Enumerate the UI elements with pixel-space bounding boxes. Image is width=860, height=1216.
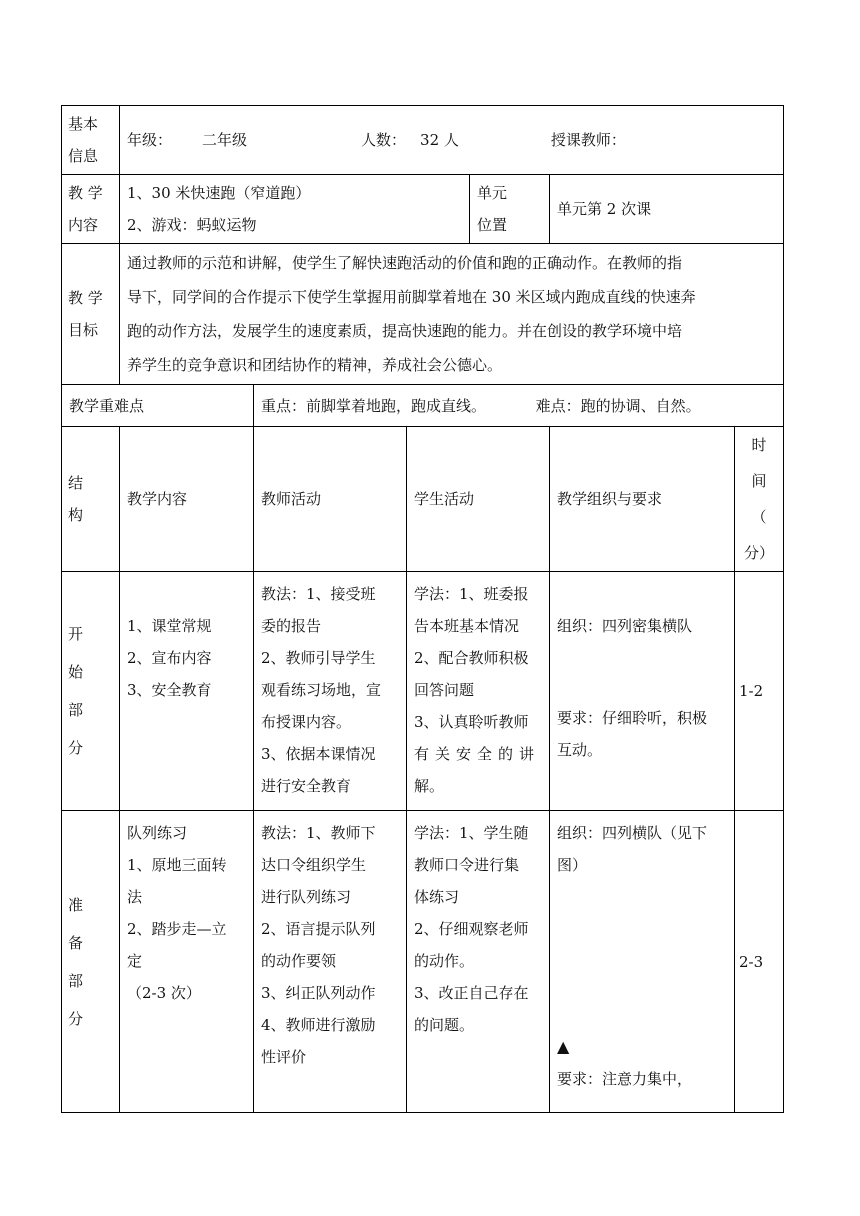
difficulty-label: 教学重难点: [62, 385, 254, 427]
teaching-content-items: 1、30 米快速跑（窄道跑） 2、游戏：蚂蚁运物: [120, 175, 470, 244]
structure-header-row: [62, 427, 784, 572]
section-row-prepare: [62, 811, 784, 1113]
section-content: 1、课堂常规 2、宣布内容 3、安全教育: [120, 572, 254, 811]
section-student-activity: 学法：1、班委报 告本班基本情况 2、配合教师积极 回答问题 3、认真聆听教师 有关安全的讲 解。: [407, 572, 550, 811]
lesson-plan-table: [61, 105, 784, 1113]
key-point: 重点：前脚掌着地跑，跑成直线。: [261, 396, 487, 415]
unit-position-label: 单元 位置: [470, 175, 550, 244]
grade-value: 二年级: [202, 131, 248, 149]
hard-point: 难点：跑的协调、自然。: [535, 396, 701, 415]
header-structure: 结 构: [62, 427, 120, 572]
teaching-goal-label: 教 学 目标: [62, 244, 120, 385]
teaching-content-label: 教 学 内容: [62, 175, 120, 244]
difficulty-cell: [254, 385, 784, 427]
basic-info-label: 基本 信息: [62, 106, 120, 175]
grade-label: 年级：: [127, 131, 173, 149]
section-structure: 准 备 部 分: [62, 811, 120, 1113]
header-time: 时 间 （ 分）: [735, 427, 784, 572]
count-label: 人数：: [361, 131, 407, 149]
basic-info-cell: [120, 106, 784, 175]
header-student-activity: 学生活动: [407, 427, 550, 572]
teaching-goal-row: [62, 244, 784, 385]
unit-position-value: 单元第 2 次课: [550, 175, 784, 244]
section-student-activity: 学法：1、学生随 教师口令进行集 体练习 2、仔细观察老师 的动作。 3、改正自己存在 的问题。: [407, 811, 550, 1113]
section-teacher-activity: 教法：1、教师下 达口令组织学生 进行队列练习 2、语言提示队列 的动作要领 3、纠正队列动作 4、教师进行激励 性评价: [254, 811, 407, 1113]
difficulty-row: [62, 385, 784, 427]
section-content: 队列练习 1、原地三面转 法 2、踏步走—立 定 （2-3 次）: [120, 811, 254, 1113]
teacher-label: 授课教师：: [550, 131, 626, 149]
section-time: 1-2: [735, 572, 784, 811]
header-teacher-activity: 教师活动: [254, 427, 407, 572]
header-organization: 教学组织与要求: [550, 427, 735, 572]
count-value: 32 人: [420, 131, 459, 149]
section-organization: 组织：四列密集横队 要求：仔细聆听，积极 互动。: [550, 572, 735, 811]
section-teacher-activity: 教法：1、接受班 委的报告 2、教师引导学生 观看练习场地，宣 布授课内容。 3、依据本课情况 进行安全教育: [254, 572, 407, 811]
teaching-content-row: [62, 175, 784, 244]
basic-info-row: [62, 106, 784, 175]
section-structure: 开 始 部 分: [62, 572, 120, 811]
teaching-goal-text: 通过教师的示范和讲解，使学生了解快速跑活动的价值和跑的正确动作。在教师的指 导下，同学间的合作提示下使学生掌握用前脚掌着地在 30 米区域内跑成直线的快速奔 跑的动作方法，发展学生的速度素质，提高快速跑的能力。并在创设的教学环境中培 养学生的竞争意识和团结协作的精神，养成社会公德心。: [120, 244, 784, 385]
header-content: 教学内容: [120, 427, 254, 572]
section-organization: 组织：四列横队（见下 图） ▲ 要求：注意力集中，: [550, 811, 735, 1113]
section-row-start: [62, 572, 784, 811]
section-time: 2-3: [735, 811, 784, 1113]
lesson-plan-document: [61, 105, 783, 1113]
teacher-position-triangle-icon: ▲: [557, 1037, 570, 1056]
